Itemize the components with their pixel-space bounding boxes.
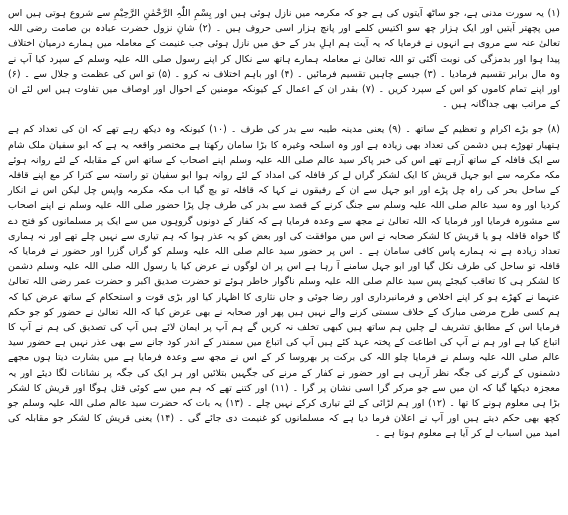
paragraph-1: (۱) یہ سورت مدنی ہے، جو ساٹھ آیتوں کی ہے جو کہ مکرمہ میں نازل ہوئی ہیں اور بِسْمِ اللّٰہِ الرَّحْمٰنِ الرَّحِیْمِ سے شروع ہوتی ہیں اس میں پچھتر آیتیں اور ایک ہزار چھ سو اکتیس کلمے اور پانچ ہزار اسی حروف ہیں ۔ (۲) شانِ نزول حضرت عبادہ بن صامت رضی اللہ تعالیٰ عنہ سے مروی ہے انہوں نے فرمایا کہ یہ آیت ہم اہلِ بدر کے حق میں نازل ہوئی جب غنیمت کے معاملہ میں ہمارے درمیان اختلاف پیدا ہوا اور بدمزگی کی نوبت آگئی تو اللہ تعالیٰ نے معاملہ ہمارے ہاتھ سے نکال کر اپنے رسول صلی اللہ علیہ وسلم کے سپرد کیا آپ نے وہ مال برابر تقسیم فرمادیا ۔ (۳) جیسے چاہیں تقسیم فرمائیں ۔ (۴) اور باہم اختلاف نہ کرو ۔ (۵) تو اس کی عظمت و جلال سے ۔ (۶) اور اپنے تمام کاموں کو اس کے سپرد کریں ۔ (۷) بقدر ان کے اعمال کے کیونکہ مومنین کے احوال اور اوصاف میں تفاوت ہیں اس لئے ان کے مراتب بھی جداگانہ ہیں ۔ xyxy=(8,8,561,111)
paragraph-2: (۸) جو بڑے اکرام و تعظیم کے ساتھ ۔ (۹) یعنی مدینہ طیبہ سے بدر کی طرف ۔ (۱۰) کیونکہ وہ دیکھ رہے تھے کہ ان کی تعداد کم ہے ہتھیار تھوڑے ہیں دشمن کی تعداد بھی زیادہ ہے اور وہ اسلحہ وغیرہ کا بڑا سامان رکھتا ہے مختصر واقعہ یہ ہے کہ ابو سفیان ملک شام سے ایک قافلہ کے ساتھ آرہے تھے اس کی خبر پاکر سید عالم صلی اللہ علیہ وسلم اپنے اصحاب کے ساتھ اس کے مقابلہ کے لئے روانہ ہوئے مکہ مکرمہ سے ابو جہل قریش کا ایک لشکر گراں لے کر قافلہ کی امداد کے لئے روانہ ہوا ابو سفیان تو راستہ سے کترا کر مع اپنے قافلہ کے ساحل بحر کی راہ چل پڑے اور ابو جہل سے ان کے رفیقوں نے کہا کہ قافلہ تو بچ گیا اب مکہ مکرمہ واپس چل لیکن اس نے انکار کردیا اور وہ سید عالم صلی اللہ علیہ وسلم سے جنگ کرنے کے قصد سے بدر کی طرف چل پڑا حضور صلی اللہ علیہ وسلم نے اپنے اصحاب سے مشورہ فرمایا اور فرمایا کہ اللہ تعالیٰ نے مجھ سے وعدہ فرمایا ہے کہ کفار کے دونوں گروہوں میں سے ایک پر مسلمانوں کو فتح دے گا خواہ قافلہ ہو یا قریش کا لشکر صحابہ نے اس میں موافقت کی اور بعض کو یہ عذر ہوا کہ ہم تیاری سے نہیں چلے تھے اور نہ ہماری تعداد زیادہ ہے نہ ہمارے پاس کافی سامان ہے ۔ اس پر حضور سید عالم صلی اللہ علیہ وسلم کو گراں گزرا اور حضور نے فرمایا کہ قافلہ تو ساحل کی طرف نکل گیا اور ابو جہل سامنے آ رہا ہے اس پر ان لوگوں نے عرض کیا یا رسول اللہ صلی اللہ علیہ وسلم دشمن کا لشکر ہی کا تعاقب کیجئے پس سید عالم صلی اللہ علیہ وسلم ناگوار خاطر ہوئے تو حضرت صدیق اکبر و حضرت عمر رضی اللہ تعالیٰ عنہما نے کھڑے ہو کر اپنے اخلاص و فرمانبرداری اور رضا جوئی و جاں نثاری کا اظہار کیا اور بڑی قوت و استحکام کے ساتھ عرض کیا کہ ہم کسی طرح مرضی مبارک کے خلاف سستی کرنے والے نہیں ہیں پھر اور صحابہ نے بھی عرض کیا کہ اللہ تعالیٰ نے حضور کو جو حکم فرمایا اس کے مطابق تشریف لے چلیں ہم ساتھ ہیں کبھی تخلف نہ کریں گے ہم آپ پر ایمان لائے ہیں آپ کی تصدیق کی ہم نے آپ کا اتباع کیا ہے اور ہم نے آپ کی اطاعت کے پختہ عہد کئے ہیں آپ کی اتباع میں سمندر کے اندر کود جانے سے بھی عذر نہیں ہے حضور سید عالم صلی اللہ علیہ وسلم نے فرمایا چلو اللہ کی برکت پر بھروسا کر کے اس نے مجھ سے وعدہ فرمایا ہے میں بشارت دیتا ہوں مجھے دشمنوں کے گرنے کی جگہ نظر آرہی ہے اور حضور نے کفار کے مرنے کی جگہیں بتلائیں اور ہر ایک کی جگہ پر نشانات لگا دیئے اور یہ معجزہ دیکھا گیا کہ ان میں سے جو مرکر گرا اسی نشان پر گرا ۔ (۱۱) اور کتنے تھے کہ ہم میں سے کوئی قتل ہوگا اور قریش کا لشکر بڑا ہی معلوم ہونے کا تھا ۔ (۱۲) اور ہم لڑائی کے لئے تیاری کرکے نہیں چلے ۔ (۱۳) یہ بات کہ حضرت سید عالم صلی اللہ علیہ وسلم جو کچھ بھی حکم دیتے ہیں اور آپ نے اعلان فرما دیا ہے کہ مسلمانوں کو غنیمت دی جائے گی ۔ (۱۴) یعنی قریش کا لشکر جو مقابلہ کی امید میں اسباب لے کر آیا ہے معلوم ہوتا ہے ۔ xyxy=(8,124,561,440)
